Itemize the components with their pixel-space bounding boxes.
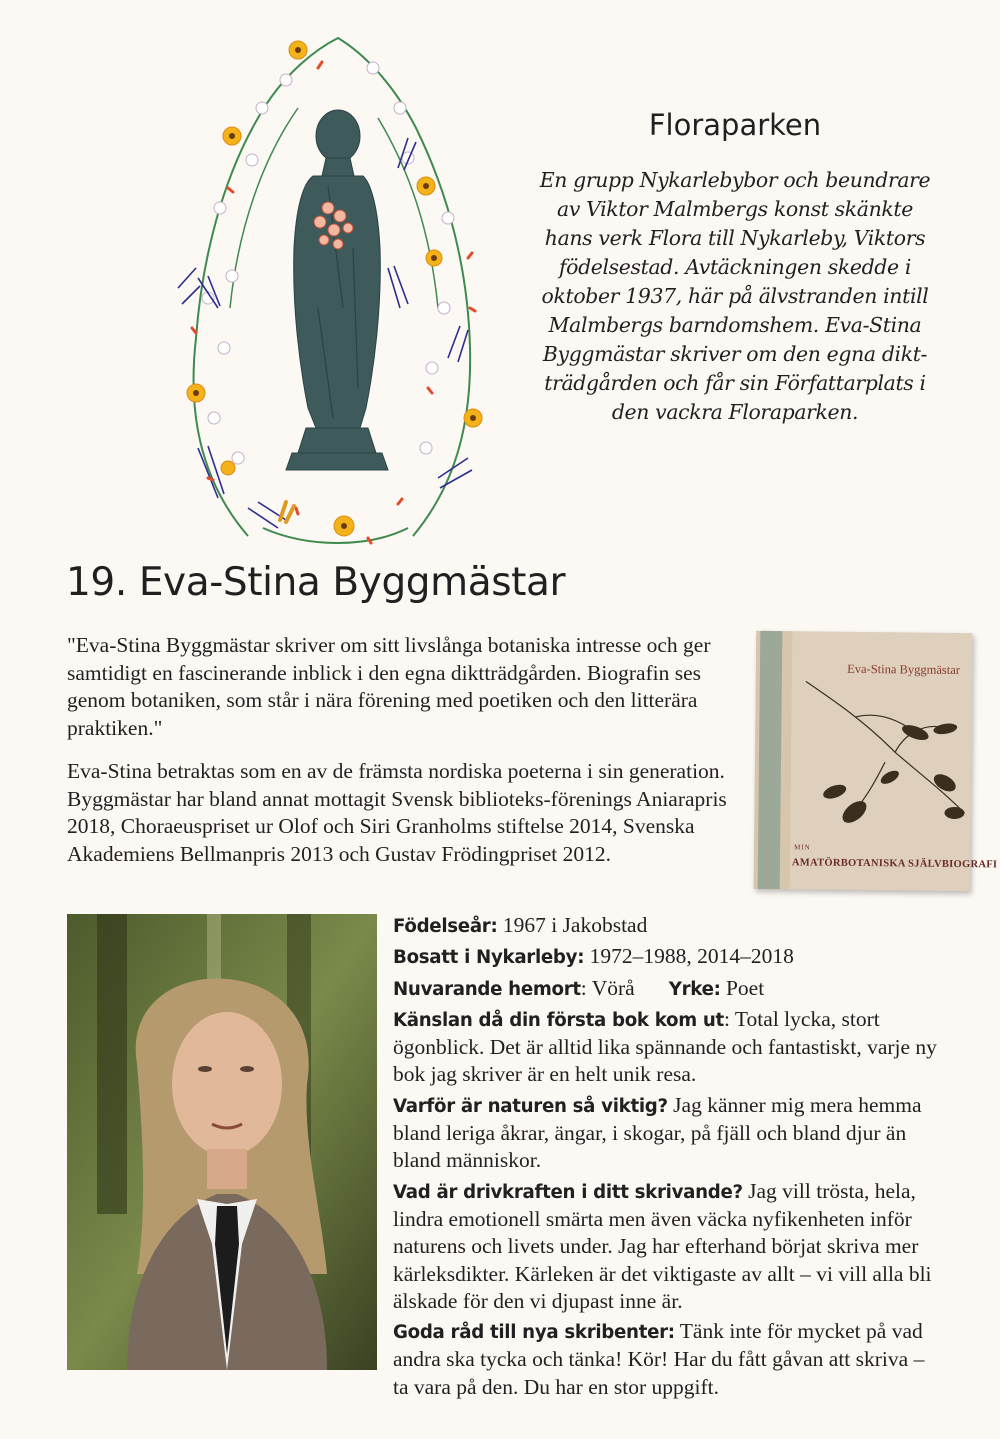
book-subtitle: AMATÖRBOTANISKA SJÄLVBIOGRAFI bbox=[791, 857, 998, 871]
fact-label: Nuvarande hemort bbox=[393, 978, 581, 1000]
section-title-floraparken: Floraparken bbox=[648, 108, 822, 142]
floraparken-description: En grupp Nykarlebybor och beundrare av Viktor Malmbergs konst skänkte hans verk Flora till Nykarleby, Viktors födelsestad. Avtäckningen skedde i oktober 1937, här på älvstranden intill Malmbergs barndomshem. Eva-Stina Byggmästar skriver om den egna dikt-trädgården och får sin Författarplats i den vackra Floraparken. bbox=[539, 168, 931, 424]
author-bio: Eva-Stina betraktas som en av de främsta nordiska poeterna i sin generation. Byggmästar har bland annat mottagit Svensk biblioteks-förenings Aniarapris 2018, Choraeuspriset ur Olof och Siri Granholms stiftelse 2014, Svenska Akademiens Bellmanpris 2013 och Gustav Frödingpriset 2012. bbox=[67, 759, 727, 866]
fact-first-book bbox=[393, 1006, 938, 1089]
fact-label: Födelseår: bbox=[393, 916, 498, 937]
fact-nature bbox=[393, 1092, 938, 1175]
fact-label: Goda råd till nya skribenter: bbox=[393, 1322, 675, 1344]
flora-statue-illustration bbox=[168, 8, 498, 553]
fact-drive bbox=[393, 1178, 938, 1315]
fact-value: Tänk inte för mycket på vad andra ska tycka och tänka! Kör! Har du fått gåvan att skriva – ta vara på den. Du har en stor uppgift. bbox=[393, 1319, 925, 1399]
fact-label: Yrke: bbox=[668, 978, 721, 1000]
fact-label: Känslan då din första bok kom ut bbox=[393, 1009, 724, 1031]
fact-value: Poet bbox=[720, 975, 765, 1000]
fact-label: Bosatt i Nykarleby: bbox=[393, 947, 585, 969]
fact-value: Jag vill trösta, hela, lindra emotionell smärta men även väcka nyfikenheten inför naturens och livets under. Jag har efterhand börjat skriva mer kärleksdikter. Kärleken är det viktigaste av allt – vi vill alla bli älskade för den vi djupast inne är. bbox=[393, 1178, 932, 1313]
fact-value: Jag känner mig mera hemma bland leriga åkrar, ängar, i skogar, på fjäll och bland djur än bland människor. bbox=[393, 1092, 922, 1173]
fact-value: 1972–1988, 2014–2018 bbox=[584, 944, 794, 969]
fact-label: Varför är naturen så viktig? bbox=[393, 1095, 668, 1117]
fact-value: : Total lycka, stort ögonblick. Det är alltid lika spännande och fantastiskt, varje ny bok jag skriver är en helt unik resa. bbox=[393, 1006, 937, 1087]
fact-value: 1967 i Jakobstad bbox=[497, 913, 648, 937]
fact-home-job bbox=[393, 975, 938, 1003]
book-quote: "Eva-Stina Byggmästar skriver om sitt livslånga botaniska intresse och ger samtidigt en fascinerande inblick i den egna diktträdgården. Biografin ses genom botaniken, som står i nära förening med poetiken och den litterära praktiken." bbox=[67, 633, 711, 740]
pressed-plant-art bbox=[794, 671, 972, 843]
author-facts bbox=[393, 912, 938, 1404]
fact-advice bbox=[393, 1318, 938, 1401]
statue bbox=[286, 110, 388, 470]
fact-value: : Vörå bbox=[580, 975, 635, 1000]
book-author-name: Eva-Stina Byggmästar bbox=[847, 661, 961, 678]
fact-resided bbox=[393, 943, 938, 971]
book-spine-art bbox=[754, 631, 793, 889]
author-heading: 19. Eva-Stina Byggmästar bbox=[66, 560, 566, 605]
author-portrait-photo bbox=[67, 914, 377, 1370]
fact-birth bbox=[393, 912, 938, 940]
book-cover-image bbox=[754, 631, 998, 891]
fact-label: Vad är drivkraften i ditt skrivande? bbox=[393, 1181, 743, 1203]
book-title-prefix: MIN bbox=[794, 843, 811, 852]
